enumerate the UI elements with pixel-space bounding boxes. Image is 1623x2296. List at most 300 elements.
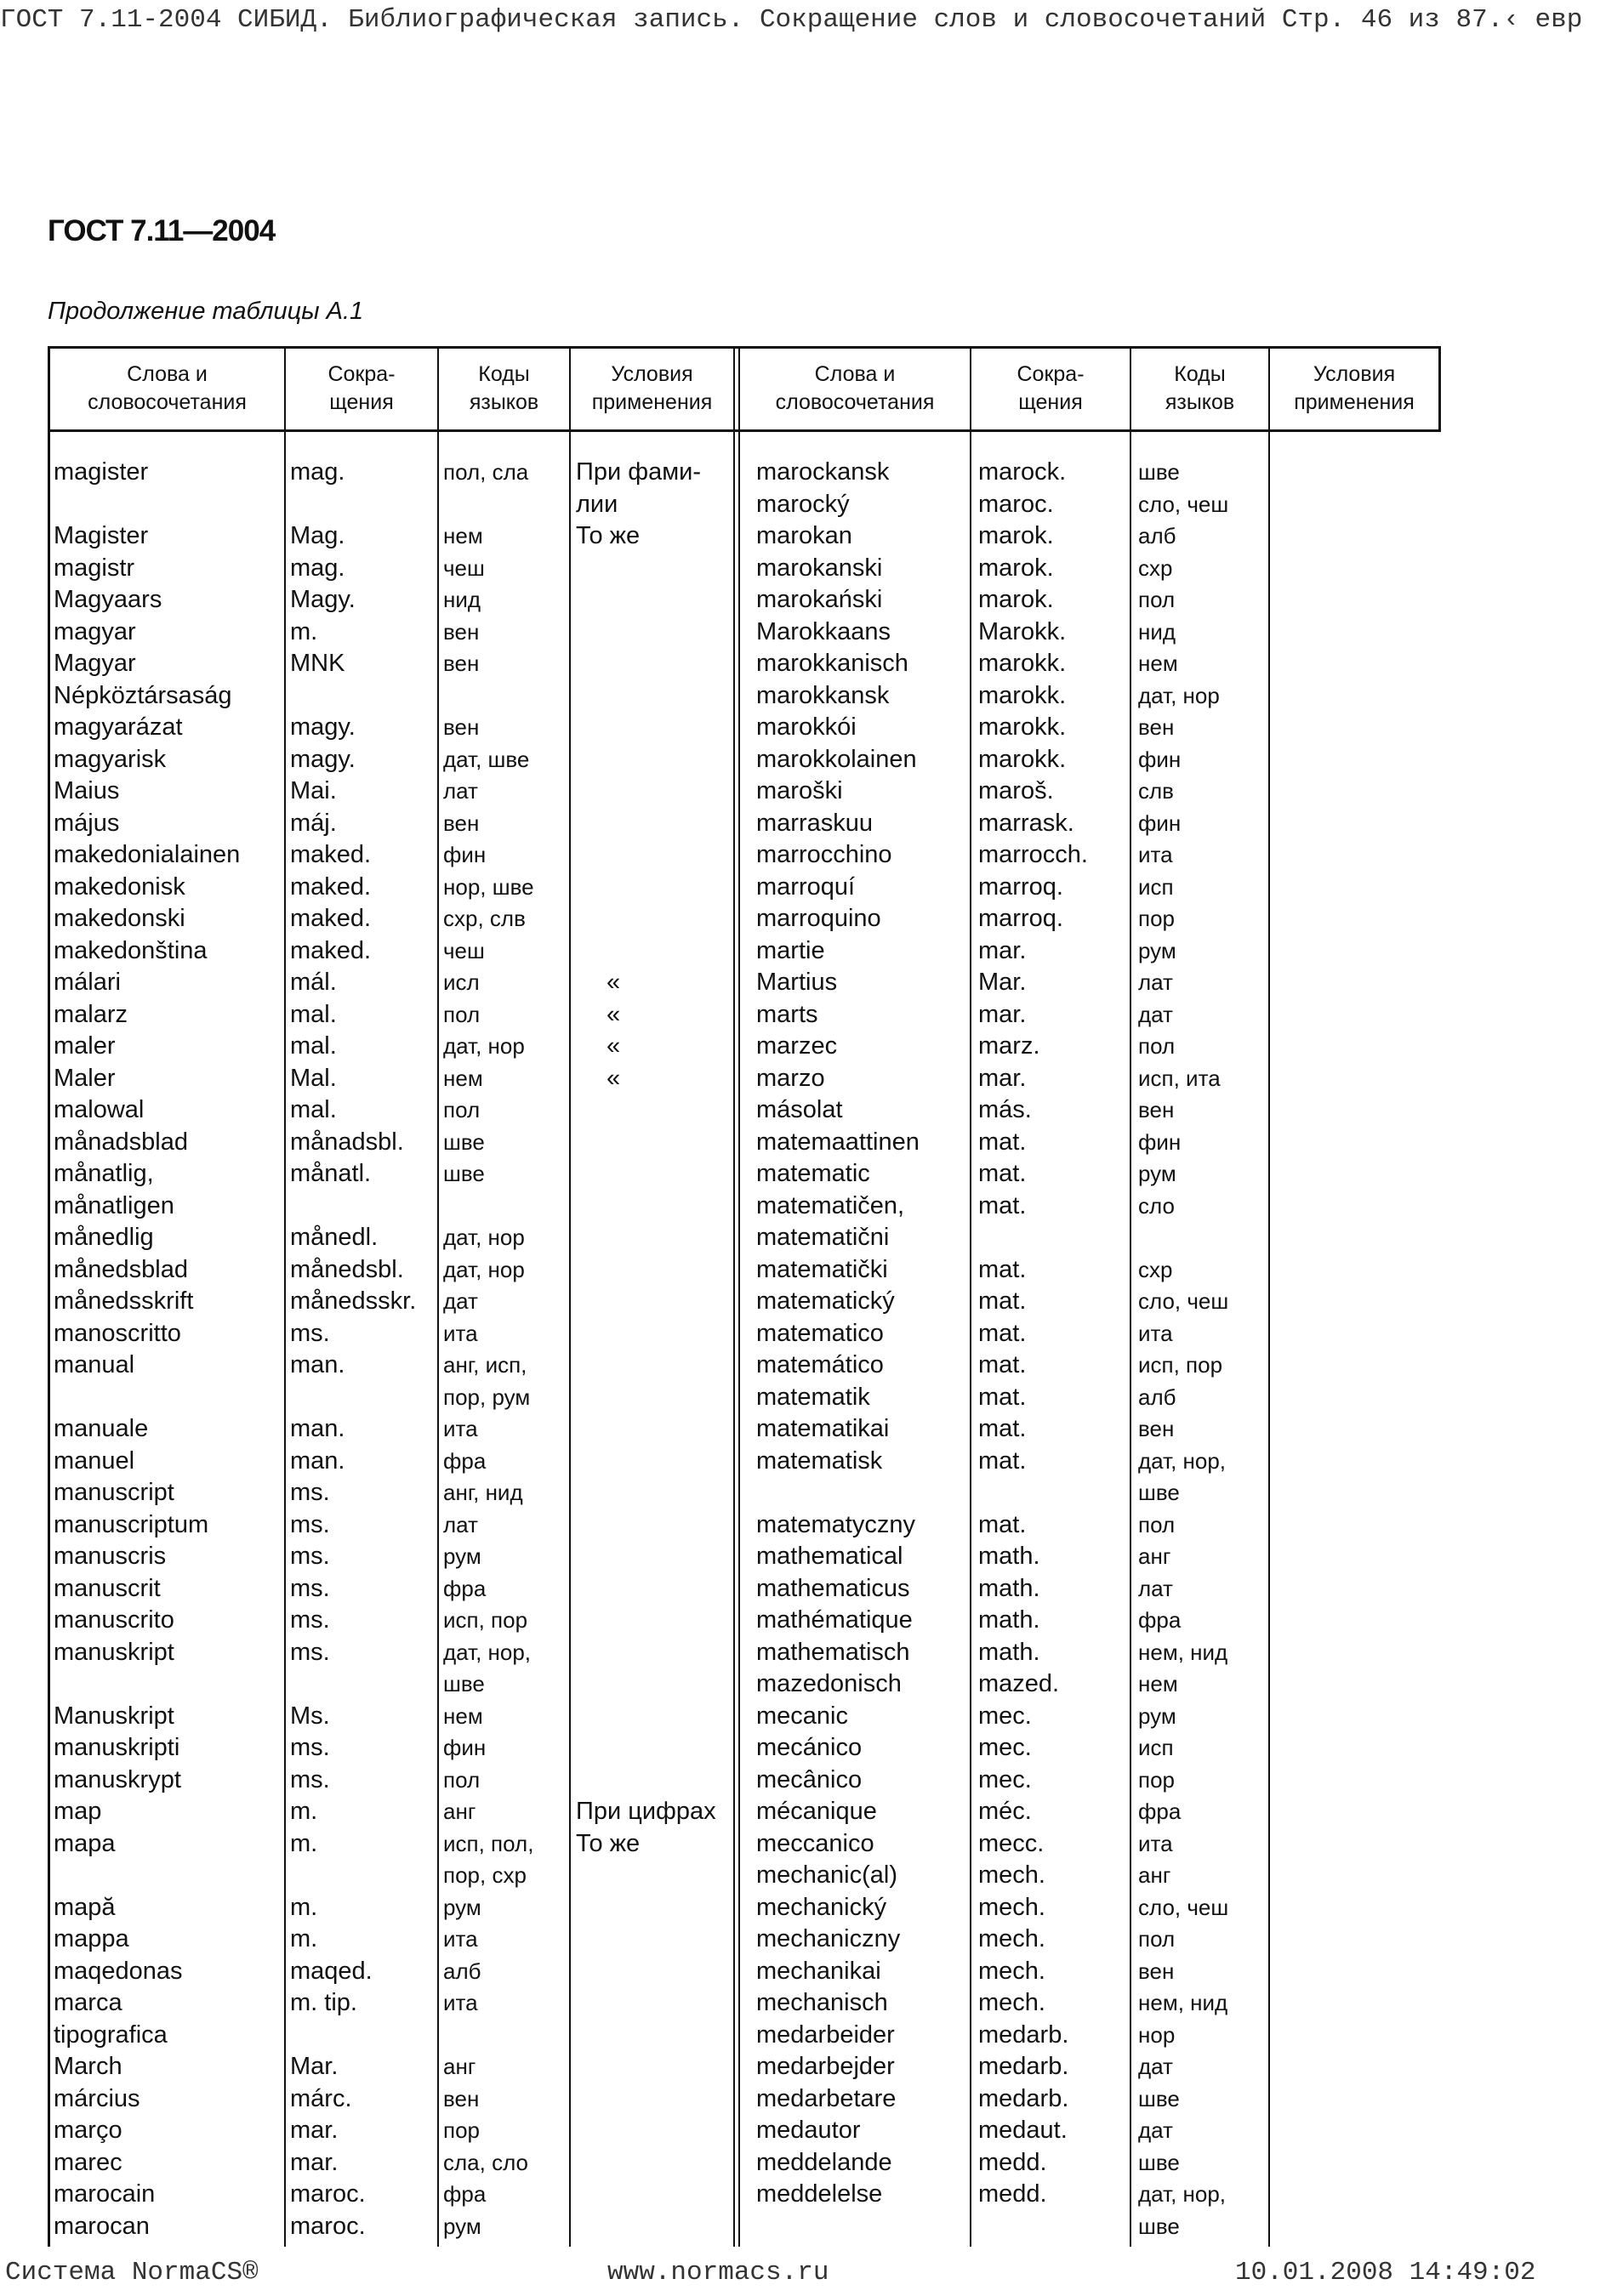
abbreviation-cell: máj. (290, 809, 337, 837)
language-code-cell (443, 489, 534, 521)
language-code-cell: фин (1138, 1128, 1182, 1155)
language-code-cell: исп, пор (1138, 1352, 1223, 1378)
language-code-cell: вен (443, 2085, 480, 2111)
language-code-cell: чеш (443, 937, 485, 963)
abbreviation-cell: månadsbl. (290, 1128, 404, 1156)
word-cell: março (54, 2117, 122, 2144)
language-code-cell: нид (443, 587, 481, 612)
word-cell: magyar (54, 617, 136, 645)
language-code-cell: алб (1138, 1384, 1176, 1410)
language-code-cell: вен (443, 618, 480, 645)
language-code-cell: дат, нор (1138, 682, 1220, 708)
word-cell: mazedonisch (756, 1670, 902, 1697)
language-code-cell: ита (443, 1320, 478, 1346)
abbreviation-cell: marroq. (978, 905, 1063, 932)
abbreviation-cell: marokk. (978, 650, 1067, 677)
word-cell: makedonisk (54, 872, 185, 901)
abbreviation-cell: Magy. (290, 586, 356, 613)
word-cell: meddelelse (756, 2180, 883, 2208)
language-code-cell: ита (443, 1926, 478, 1952)
language-code-cell: ита (1138, 842, 1173, 867)
word-cell: meccanico (756, 1829, 874, 1857)
word-cell: marocký (756, 490, 850, 518)
abbreviation-table (48, 346, 1441, 2247)
condition-cell: При фами- (576, 458, 702, 486)
language-code-cell: рум (443, 2213, 481, 2239)
header-conditions: Условия применения (591, 362, 713, 414)
language-code-cell: фра (1138, 1607, 1182, 1633)
word-cell: marzec (756, 1032, 838, 1060)
header-language-codes: Коды языков (469, 362, 539, 414)
language-code-cell: исп, пол, (443, 1830, 534, 1856)
abbreviation-cell: medaut. (978, 2117, 1068, 2144)
language-code-cell: шве (1138, 2213, 1180, 2239)
word-cell: meddelande (756, 2148, 892, 2176)
abbreviation-cell: m. (290, 1829, 318, 1857)
abbreviation-cell: marrocch. (978, 841, 1088, 868)
language-code-cell: нор (1138, 2021, 1176, 2048)
abbreviation-cell: magy. (290, 745, 356, 773)
language-code-cell (1138, 1222, 1228, 1254)
abbreviation-cell: mat. (978, 1319, 1027, 1347)
abbreviation-cell: mar. (978, 936, 1027, 964)
word-cell: marockansk (756, 458, 890, 486)
word-cell: mecánico (756, 1734, 863, 1761)
abbreviation-cell: mat. (978, 1255, 1027, 1283)
abbreviation-cell: math. (978, 1574, 1040, 1602)
language-code-cell: нид (1138, 618, 1176, 645)
word-cell: matematico (756, 1319, 884, 1347)
word-cell: mechaniczny (756, 1925, 901, 1952)
word-cell: Magyar (54, 650, 136, 677)
abbreviation-cell: ms. (290, 1543, 330, 1570)
abbreviation-cell: mal. (290, 1000, 337, 1028)
left-codes-column (443, 457, 534, 2242)
word-cell: manuskrypt (54, 1765, 181, 1793)
language-code-cell: нем (1138, 1671, 1178, 1696)
word-cell: Manuskript (54, 1702, 174, 1730)
word-cell: matematički (756, 1255, 888, 1283)
word-cell: Martius (756, 969, 838, 996)
language-code-cell: рум (443, 1543, 481, 1569)
language-code-cell: исл (443, 969, 480, 995)
language-code-cell: фра (443, 2181, 487, 2207)
word-cell: marroquino (756, 905, 881, 932)
language-code-cell (443, 680, 534, 713)
abbreviation-cell: maroc. (290, 2180, 366, 2208)
word-cell: manuskript (54, 1638, 174, 1666)
header-abbreviations: Сокра- щения (1017, 362, 1085, 414)
language-code-cell: рум (1138, 1702, 1176, 1729)
word-cell: mechanisch (756, 1989, 888, 2016)
language-code-cell: дат (1138, 2054, 1173, 2079)
word-cell: magister (54, 458, 149, 486)
left-words-column (54, 457, 240, 2242)
abbreviation-cell: m. (290, 1798, 318, 1825)
abbreviation-cell: maroš. (978, 777, 1054, 804)
condition-cell: лии (576, 490, 618, 518)
abbreviation-cell: Mal. (290, 1064, 337, 1092)
language-code-cell: вен (1138, 1958, 1175, 1984)
language-code-cell: пол (443, 1766, 481, 1793)
word-cell: March (54, 2053, 122, 2080)
language-code-cell: пол, сла (443, 459, 529, 485)
word-cell (54, 1668, 240, 1701)
word-cell: marts (756, 1000, 818, 1028)
language-code-cell: шве (443, 1671, 485, 1696)
language-code-cell: исп, ита (1138, 1065, 1221, 1091)
abbreviation-cell: mat. (978, 1160, 1027, 1187)
abbreviation-cell (290, 1668, 416, 1701)
language-code-cell: анг, нид (443, 1480, 523, 1505)
language-code-cell: сло, чеш (1138, 491, 1229, 517)
language-code-cell: алб (1138, 523, 1176, 548)
language-code-cell: анг (443, 2054, 476, 2079)
abbreviation-cell: mec. (978, 1702, 1032, 1730)
word-cell: Magister (54, 522, 149, 549)
language-code-cell: дат, нор (443, 1256, 525, 1282)
word-cell: marokkansk (756, 681, 890, 709)
word-cell: mechanic(al) (756, 1861, 897, 1889)
word-cell: mappa (54, 1925, 129, 1952)
language-code-cell: нем, нид (1138, 1990, 1228, 2015)
abbreviation-cell: ms. (290, 1574, 330, 1602)
language-code-cell: чеш (443, 554, 485, 581)
condition-cell: То же (576, 1829, 641, 1857)
language-code-cell: пор (1138, 906, 1175, 931)
word-cell: manuscriptum (54, 1510, 209, 1538)
language-code-cell: пор (443, 2117, 480, 2143)
abbreviation-cell: ms. (290, 1479, 330, 1506)
word-cell: március (54, 2084, 140, 2112)
word-cell: mapă (54, 1893, 116, 1921)
language-code-cell: рум (1138, 937, 1176, 963)
language-code-cell: фра (443, 1575, 487, 1601)
word-cell: marocain (54, 2180, 156, 2208)
abbreviation-cell (290, 1860, 416, 1892)
language-code-cell: рум (1138, 1161, 1176, 1186)
language-code-cell: сло, чеш (1138, 1288, 1229, 1314)
abbreviation-cell: medd. (978, 2180, 1047, 2208)
abbreviation-cell: marok. (978, 522, 1054, 549)
abbreviation-cell: man. (290, 1446, 345, 1475)
abbreviation-cell: mat. (978, 1191, 1027, 1219)
word-cell: månatligen (54, 1191, 174, 1219)
word-cell: marraskuu (756, 809, 873, 837)
language-code-cell: схр (1138, 554, 1173, 581)
abbreviation-cell: m. (290, 617, 318, 645)
word-cell: medautor (756, 2117, 861, 2144)
page-header: ГОСТ 7.11-2004 СИБИД. Библиографическая запись. Сокращение слов и словосочетаний Стр. 46 из 87.‹ евр (0, 5, 1583, 35)
word-cell: marokkói (756, 713, 857, 741)
word-cell: matematik (756, 1383, 870, 1411)
abbreviation-cell: marroq. (978, 872, 1063, 901)
word-cell: manuale (54, 1415, 149, 1442)
language-code-cell: анг (443, 1799, 476, 1824)
abbreviation-cell: math. (978, 1543, 1040, 1570)
abbreviation-cell: mec. (978, 1734, 1032, 1761)
abbreviation-cell: mál. (290, 969, 337, 996)
abbreviation-cell: Mar. (290, 2053, 339, 2080)
abbreviation-cell (290, 1191, 416, 1223)
page-footer (0, 2258, 1623, 2292)
language-code-cell: нем (1138, 651, 1178, 676)
language-code-cell: дат, нор, (1138, 1447, 1227, 1474)
language-code-cell: дат, нор, (1138, 2181, 1227, 2207)
word-cell: manual (54, 1351, 135, 1378)
abbreviation-cell: mech. (978, 1957, 1045, 1985)
language-code-cell: вен (443, 714, 480, 740)
word-cell: marroquí (756, 872, 856, 901)
word-cell: marrocchino (756, 841, 892, 868)
word-cell: matemático (756, 1351, 884, 1378)
language-code-cell: пол (1138, 1926, 1176, 1952)
word-cell: manuskripti (54, 1734, 180, 1761)
abbreviation-cell: ms. (290, 1765, 330, 1793)
word-cell: tipografica (54, 2020, 168, 2049)
word-cell: mecanic (756, 1702, 848, 1730)
abbreviation-cell: mag. (290, 554, 345, 582)
abbreviation-cell (978, 1477, 1088, 1509)
language-code-cell: дат, нор, (443, 1639, 532, 1665)
word-cell: matematický (756, 1287, 895, 1315)
language-code-cell: нор, шве (443, 873, 534, 900)
abbreviation-cell: mar. (978, 1064, 1027, 1092)
language-code-cell (443, 1191, 534, 1223)
abbreviation-cell: mat. (978, 1351, 1027, 1378)
abbreviation-cell: man. (290, 1351, 345, 1378)
right-words-column (756, 457, 920, 2242)
abbreviation-cell: månatl. (290, 1160, 372, 1187)
language-code-cell: вен (1138, 1097, 1175, 1122)
language-code-cell: схр, слв (443, 906, 526, 931)
language-code-cell: алб (443, 1958, 481, 1984)
abbreviation-cell: maqed. (290, 1957, 373, 1985)
abbreviation-cell: mech. (978, 1989, 1045, 2016)
word-cell: månedsblad (54, 1255, 188, 1283)
word-cell: medarbejder (756, 2053, 895, 2080)
language-code-cell: пор, схр (443, 1862, 527, 1888)
word-cell: matematyczny (756, 1510, 915, 1538)
abbreviation-cell: mat. (978, 1383, 1027, 1411)
language-code-cell: дат (1138, 2117, 1173, 2143)
language-code-cell: лат (1138, 969, 1173, 995)
abbreviation-cell: m. tip. (290, 1989, 357, 2016)
language-code-cell: пол (443, 1001, 481, 1027)
abbreviation-cell: mat. (978, 1415, 1027, 1442)
language-code-cell: нем (443, 523, 483, 548)
language-code-cell: анг, исп, (443, 1352, 527, 1378)
abbreviation-cell: mech. (978, 1893, 1045, 1921)
language-code-cell: ита (443, 1416, 478, 1441)
abbreviation-cell: maked. (290, 841, 372, 868)
language-code-cell: пор (1138, 1766, 1175, 1793)
word-cell: mécanique (756, 1798, 877, 1825)
word-cell: månadsblad (54, 1128, 188, 1156)
table-left-border (48, 346, 50, 2247)
abbreviation-cell: más. (978, 1096, 1032, 1123)
word-cell: Maius (54, 777, 120, 804)
language-code-cell: анг (1138, 1543, 1171, 1569)
column-divider (1268, 346, 1270, 2247)
abbreviation-cell: magy. (290, 713, 356, 741)
abbreviation-cell: mar. (290, 2117, 339, 2144)
abbreviation-cell: maked. (290, 905, 372, 932)
word-cell: matematikai (756, 1415, 890, 1442)
word-cell: matematisk (756, 1446, 883, 1475)
word-cell: matematic (756, 1160, 870, 1187)
abbreviation-cell: mat. (978, 1510, 1027, 1538)
language-code-cell: дат (443, 1288, 478, 1314)
word-cell: matemaattinen (756, 1128, 920, 1156)
language-code-cell: ита (1138, 1830, 1173, 1856)
word-cell: martie (756, 936, 825, 964)
abbreviation-cell: mecc. (978, 1829, 1045, 1857)
language-code-cell: шве (1138, 1480, 1180, 1505)
abbreviation-cell: m. (290, 1893, 318, 1921)
language-code-cell: фин (1138, 746, 1182, 772)
language-code-cell: ита (1138, 1320, 1173, 1346)
language-code-cell: дат (1138, 1001, 1173, 1027)
word-cell: marokkolainen (756, 745, 917, 773)
abbreviation-cell: mec. (978, 1765, 1032, 1793)
abbreviation-cell: math. (978, 1606, 1040, 1634)
abbreviation-cell (290, 489, 416, 521)
abbreviation-cell: medd. (978, 2148, 1047, 2176)
language-code-cell: фин (1138, 810, 1182, 836)
column-divider (970, 346, 971, 2247)
word-cell: månatlig, (54, 1160, 154, 1187)
word-cell: mechanikai (756, 1957, 881, 1985)
word-cell: másolat (756, 1096, 843, 1123)
abbreviation-cell: mat. (978, 1287, 1027, 1315)
word-cell: makedonština (54, 936, 208, 964)
word-cell: maroški (756, 777, 843, 804)
language-code-cell: пол (443, 1097, 481, 1122)
word-cell: månedlig (54, 1224, 154, 1251)
header-conditions: Условия применения (1294, 362, 1415, 414)
word-cell: május (54, 809, 120, 837)
table-caption: Продолжение таблицы А.1 (48, 298, 364, 325)
condition-cell: « (606, 1032, 621, 1060)
word-cell: medarbeider (756, 2020, 895, 2049)
language-code-cell: шве (443, 1161, 485, 1186)
abbreviation-cell: Ms. (290, 1702, 330, 1730)
language-code-cell: дат, шве (443, 746, 530, 772)
word-cell: magyarisk (54, 745, 167, 773)
word-cell: mathematisch (756, 1638, 910, 1666)
abbreviation-cell: marrask. (978, 809, 1074, 837)
word-cell: map (54, 1798, 102, 1825)
abbreviation-cell: ms. (290, 1510, 330, 1538)
language-code-cell: шве (1138, 459, 1180, 485)
abbreviation-cell: maked. (290, 872, 372, 901)
word-cell: magyarázat (54, 713, 183, 741)
word-cell: marokanski (756, 554, 883, 582)
footer-system: Система NormaCS® (5, 2258, 259, 2287)
word-cell: mapa (54, 1829, 116, 1857)
word-cell: månedsskrift (54, 1287, 194, 1315)
abbreviation-cell: marok. (978, 586, 1054, 613)
language-code-cell: лат (443, 1511, 478, 1537)
word-cell: málari (54, 969, 121, 996)
word-cell: marokański (756, 586, 883, 613)
condition-cell: « (606, 969, 621, 996)
word-cell: manuscrito (54, 1606, 174, 1634)
word-cell (756, 2211, 920, 2243)
abbreviation-cell: marokk. (978, 745, 1067, 773)
word-cell: medarbetare (756, 2084, 897, 2112)
language-code-cell: исп (1138, 1735, 1174, 1760)
word-cell: magistr (54, 554, 135, 582)
abbreviation-cell: marok. (978, 554, 1054, 582)
word-cell (54, 489, 240, 521)
word-cell: malowal (54, 1096, 145, 1123)
header-words: Слова и словосочетания (88, 362, 247, 414)
language-code-cell: дат, нор (443, 1225, 525, 1250)
abbreviation-cell: maroc. (290, 2212, 366, 2240)
abbreviation-cell (290, 1382, 416, 1414)
footer-datetime: 10.01.2008 14:49:02 (1235, 2258, 1536, 2287)
abbreviation-cell (978, 1222, 1088, 1254)
language-code-cell: фин (443, 1735, 487, 1760)
condition-cell: « (606, 1064, 621, 1092)
language-code-cell: лат (443, 778, 478, 804)
column-divider (1130, 346, 1131, 2247)
word-cell: matematičen, (756, 1191, 905, 1219)
abbreviation-cell: medarb. (978, 2053, 1069, 2080)
abbreviation-cell: mech. (978, 1925, 1045, 1952)
footer-url: www.normacs.ru (607, 2258, 829, 2287)
document-code: ГОСТ 7.11—2004 (48, 214, 276, 247)
language-code-cell: пол (1138, 587, 1176, 612)
condition-cell: При цифрах (576, 1798, 716, 1825)
abbreviation-cell: m. (290, 1925, 318, 1952)
language-code-cell: вен (443, 810, 480, 836)
left-abbreviations-column (290, 457, 416, 2242)
word-cell: makedonialainen (54, 841, 241, 868)
word-cell: makedonski (54, 905, 185, 932)
abbreviation-cell: månedsskr. (290, 1287, 417, 1315)
word-cell: manuscrit (54, 1574, 161, 1602)
word-cell: manoscritto (54, 1319, 181, 1347)
language-code-cell: дат, нор (443, 1033, 525, 1059)
word-cell (54, 1860, 240, 1892)
abbreviation-cell: márc. (290, 2084, 352, 2112)
language-code-cell: вен (1138, 1416, 1175, 1441)
abbreviation-cell: mazed. (978, 1670, 1060, 1697)
abbreviation-cell (290, 680, 416, 713)
right-abbreviations-column (978, 457, 1088, 2242)
language-code-cell: анг (1138, 1862, 1171, 1888)
abbreviation-cell: mal. (290, 1032, 337, 1060)
abbreviation-cell: mech. (978, 1861, 1045, 1889)
language-code-cell: нем (443, 1702, 483, 1729)
language-code-cell: сло, чеш (1138, 1894, 1229, 1920)
abbreviation-cell: méc. (978, 1798, 1032, 1825)
abbreviation-cell: mat. (978, 1446, 1027, 1475)
column-divider (569, 346, 571, 2247)
abbreviation-cell: mat. (978, 1128, 1027, 1156)
abbreviation-cell: mar. (978, 1000, 1027, 1028)
column-divider (733, 346, 735, 2247)
column-divider (284, 346, 286, 2247)
header-language-codes: Коды языков (1165, 362, 1235, 414)
abbreviation-cell (978, 2211, 1088, 2243)
condition-cell: То же (576, 522, 641, 549)
abbreviation-cell: Mar. (978, 969, 1027, 996)
language-code-cell: фин (443, 842, 487, 867)
